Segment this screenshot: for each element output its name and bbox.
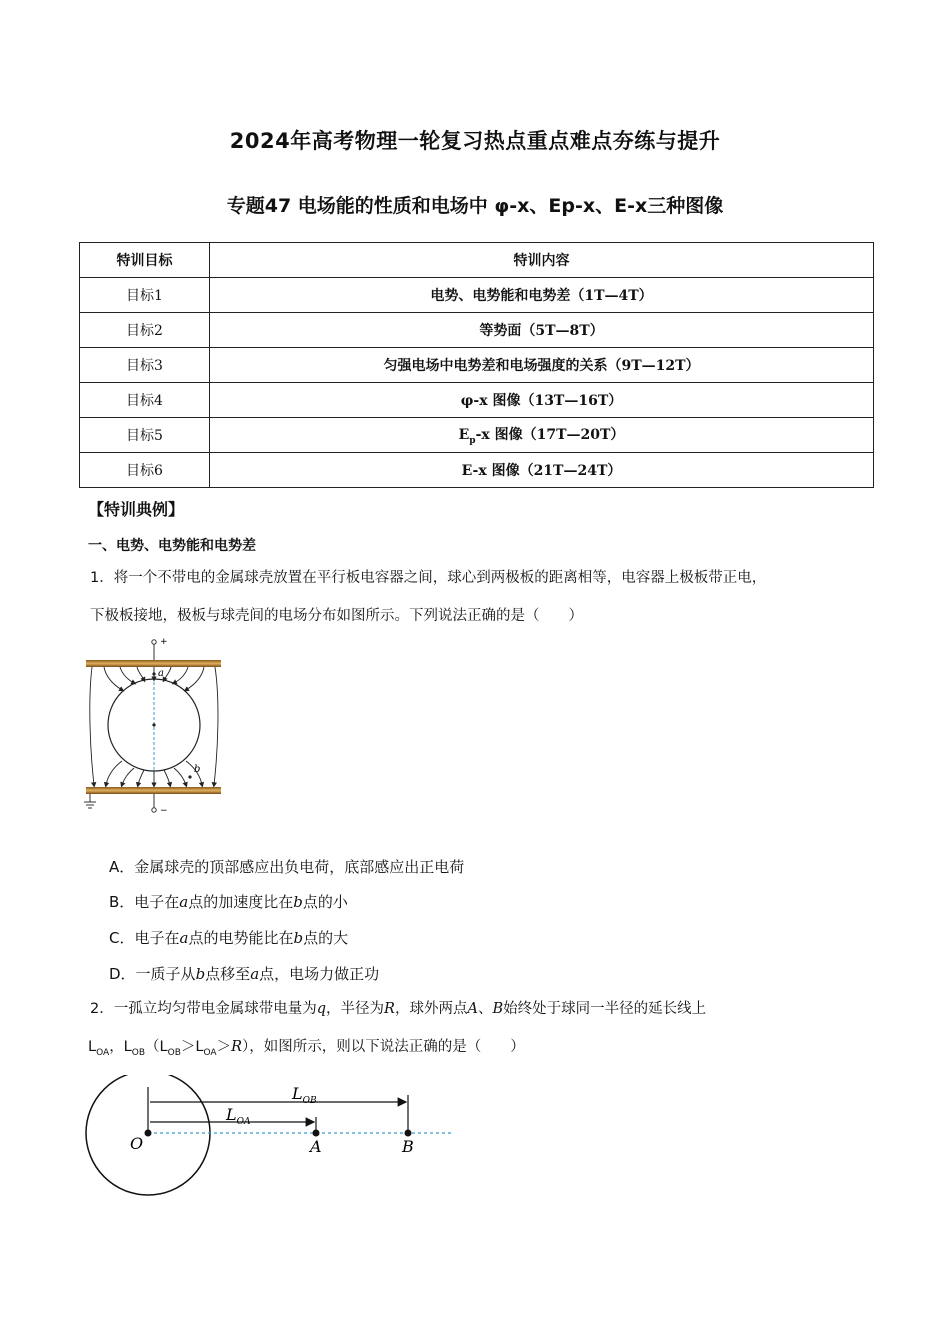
bottom-plate [86,787,221,794]
document-subtitle: 专题47 电场能的性质和电场中 φ-x、Ep-x、E-x三种图像 [226,195,724,217]
goal-cell: 目标3 [80,348,210,383]
q1-option-b: B．电子在a点的加速度比在b点的小 [109,893,348,911]
content-cell: 匀强电场中电势差和电场强度的关系（9T—12T） [210,348,874,383]
point-o-label: O [130,1134,144,1153]
plus-label: + [160,637,168,647]
q1-line1: 1．将一个不带电的金属球壳放置在平行板电容器之间，球心到两极板的距离相等，电容器上极板带正电， [90,570,767,586]
goal-cell: 目标5 [80,418,210,453]
table-row [80,383,874,418]
bottom-terminal-icon [152,808,156,812]
point-a-label: a [158,668,164,679]
point-a-label: A [310,1137,322,1156]
header-content: 特训内容 [210,243,874,278]
content-cell: 等势面（5T—8T） [210,313,874,348]
table-row [80,453,874,488]
table-row [80,313,874,348]
q1-option-a: A．金属球壳的顶部感应出负电荷，底部感应出正电荷 [109,858,465,876]
table-row [80,348,874,383]
top-plate [86,660,221,667]
content-cell: $E_p-x$ 图像（17T—20T） [210,418,874,453]
document-title: 2024年高考物理一轮复习热点重点难点夯练与提升 [229,129,721,153]
goal-cell: 目标6 [80,453,210,488]
q1-option-d: D．一质子从b点移至a点，电场力做正功 [109,965,380,983]
minus-label: − [160,806,168,816]
content-cell: φ-x 图像（13T—16T） [210,383,874,418]
goal-cell: 目标2 [80,313,210,348]
loa-label: $L_{OA}$ [226,1105,251,1127]
content-cell: E-x 图像（21T—24T） [210,453,874,488]
goal-cell: 目标1 [80,278,210,313]
point-b-label: b [194,764,201,775]
training-goals-table [79,242,874,488]
content-cell: 电势、电势能和电势差（1T—4T） [210,278,874,313]
q2-line1: 2．一孤立均匀带电金属球带电量为q，半径为R，球外两点A、B始终处于球同一半径的延长线上 [90,1001,707,1017]
q2-line2: $L_{OA}$，$L_{OB}(L_{OB}>L_{OA}>R)$，如图所示，则以下说法正确的是（ ） [88,1039,525,1058]
goal-cell: 目标4 [80,383,210,418]
top-terminal-icon [152,640,156,644]
lob-label: $L_{OB}$ [292,1084,317,1106]
part1-heading: 一、电势、电势能和电势差 [88,538,256,554]
q1-option-c: C．电子在a点的电势能比在b点的大 [109,929,349,947]
header-goal: 特训目标 [80,243,210,278]
q1-line2: 下极板接地，极板与球壳间的电场分布如图所示。下列说法正确的是（ ） [90,608,583,624]
table-row [80,278,874,313]
table-row [80,418,874,453]
examples-heading: 【特训典例】 [88,500,185,519]
table-header-row [80,243,874,278]
capacitor-sphere-figure [82,630,232,820]
sphere-ab-figure [82,1075,462,1205]
point-b-label: B [402,1137,414,1156]
